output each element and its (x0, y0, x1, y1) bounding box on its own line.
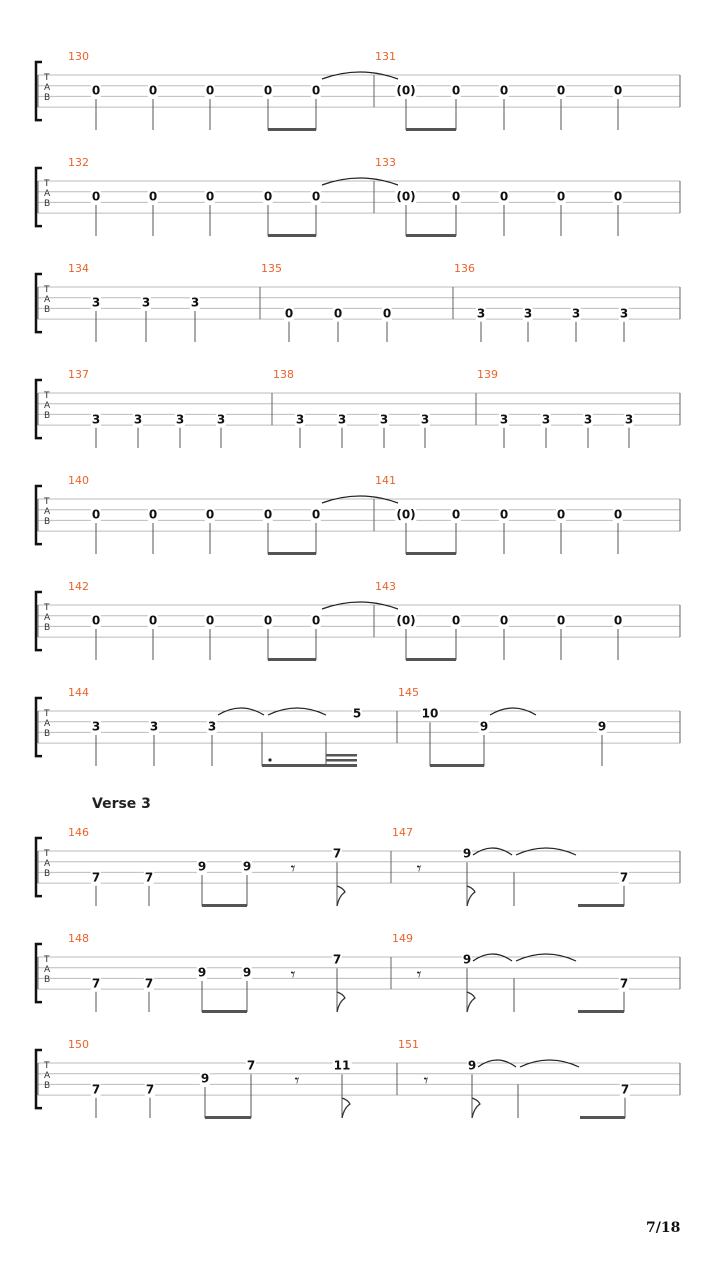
page-number: 7/18 (646, 1220, 681, 1236)
eighth-rest: 𝄾 (423, 1070, 429, 1092)
bar-number: 134 (68, 262, 89, 275)
fret-number: 7 (91, 976, 101, 991)
fret-number: 0 (451, 507, 461, 522)
fret-number: 9 (597, 719, 607, 734)
fret-number: 9 (479, 719, 489, 734)
fret-number: (0) (396, 189, 416, 204)
fret-number: 0 (556, 83, 566, 98)
fret-number: 0 (499, 189, 509, 204)
bar-number: 130 (68, 50, 89, 63)
tab-letter: A (44, 859, 51, 869)
system-bracket (36, 698, 42, 756)
fret-number: 3 (149, 719, 159, 734)
fret-number: 0 (382, 306, 392, 321)
tab-letter: B (44, 1081, 51, 1091)
tab-letter: A (44, 965, 51, 975)
fret-number: 0 (311, 613, 321, 628)
bar-number: 151 (398, 1038, 419, 1051)
tab-letter: B (44, 729, 51, 739)
fret-number: 0 (205, 613, 215, 628)
fret-number: 0 (91, 83, 101, 98)
bar-number: 146 (68, 826, 89, 839)
tab-letter: A (44, 83, 51, 93)
fret-number: 9 (467, 1058, 477, 1073)
note-beam (202, 904, 247, 907)
fret-number: 10 (421, 706, 439, 721)
note-flag (472, 1098, 480, 1118)
bar-number: 131 (375, 50, 396, 63)
tab-letter: T (44, 73, 50, 83)
fret-number: 0 (263, 507, 273, 522)
eighth-rest: 𝄾 (416, 858, 422, 880)
tab-letter: T (44, 497, 50, 507)
note-flag (342, 1098, 350, 1118)
fret-number: 0 (613, 507, 623, 522)
eighth-rest: 𝄾 (416, 964, 422, 986)
fret-number: 0 (499, 83, 509, 98)
note-beam (205, 1116, 251, 1119)
tab-letter: A (44, 295, 51, 305)
fret-number: 3 (624, 412, 634, 427)
fret-number: 0 (205, 507, 215, 522)
bar-number: 139 (477, 368, 498, 381)
fret-number: 7 (332, 846, 342, 861)
note-beam (406, 552, 456, 555)
bar-number: 133 (375, 156, 396, 169)
tab-letter: A (44, 401, 51, 411)
note-flag (467, 886, 475, 906)
fret-number: (0) (396, 613, 416, 628)
tab-letter: A (44, 613, 51, 623)
fret-number: 0 (556, 613, 566, 628)
tab-letter: B (44, 975, 51, 985)
fret-number: 0 (311, 507, 321, 522)
bar-number: 137 (68, 368, 89, 381)
fret-number: 7 (91, 870, 101, 885)
note-beam (262, 764, 357, 767)
fret-number: 9 (242, 965, 252, 980)
tab-letter: B (44, 869, 51, 879)
fret-number: 3 (91, 412, 101, 427)
fret-number: 9 (197, 859, 207, 874)
fret-number: 9 (242, 859, 252, 874)
fret-number: 3 (499, 412, 509, 427)
tab-letter: T (44, 955, 50, 965)
system-bracket (36, 168, 42, 226)
bar-number: 150 (68, 1038, 89, 1051)
tab-letter: A (44, 1071, 51, 1081)
fret-number: 11 (333, 1058, 351, 1073)
fret-number: 9 (197, 965, 207, 980)
note-beam (580, 1116, 625, 1119)
tab-letter: B (44, 93, 51, 103)
system-bracket (36, 944, 42, 1002)
note-flag (337, 886, 345, 906)
note-beam (268, 658, 316, 661)
fret-number: 3 (337, 412, 347, 427)
fret-number: 3 (91, 295, 101, 310)
fret-number: 0 (613, 83, 623, 98)
note-beam (268, 234, 316, 237)
fret-number: 0 (263, 83, 273, 98)
fret-number: 3 (523, 306, 533, 321)
note-flag (337, 992, 345, 1012)
fret-number: 3 (190, 295, 200, 310)
fret-number: 7 (91, 1082, 101, 1097)
system-bracket (36, 838, 42, 896)
bar-number: 144 (68, 686, 89, 699)
fret-number: 0 (91, 507, 101, 522)
fret-number: 0 (148, 507, 158, 522)
fret-number: 7 (246, 1058, 256, 1073)
bar-number: 138 (273, 368, 294, 381)
note-beam (326, 759, 357, 762)
fret-number: 5 (352, 706, 362, 721)
eighth-rest: 𝄾 (294, 1070, 300, 1092)
note-beam (430, 764, 484, 767)
tab-letter: T (44, 709, 50, 719)
fret-number: 0 (91, 613, 101, 628)
fret-number: 0 (556, 507, 566, 522)
fret-number: 3 (91, 719, 101, 734)
bar-number: 141 (375, 474, 396, 487)
tab-letter: B (44, 199, 51, 209)
fret-number: 0 (556, 189, 566, 204)
tab-letter: T (44, 391, 50, 401)
fret-number: 0 (91, 189, 101, 204)
fret-number: 0 (205, 189, 215, 204)
tab-letter: T (44, 849, 50, 859)
fret-number: (0) (396, 83, 416, 98)
note-beam (406, 128, 456, 131)
note-beam (406, 234, 456, 237)
eighth-rest: 𝄾 (290, 858, 296, 880)
fret-number: 3 (379, 412, 389, 427)
tab-letter: T (44, 603, 50, 613)
bar-number: 147 (392, 826, 413, 839)
note-flag (467, 992, 475, 1012)
fret-number: 7 (620, 1082, 630, 1097)
fret-number: 0 (613, 189, 623, 204)
fret-number: 0 (284, 306, 294, 321)
bar-number: 140 (68, 474, 89, 487)
note-beam (202, 1010, 247, 1013)
fret-number: 0 (613, 613, 623, 628)
fret-number: 0 (148, 613, 158, 628)
fret-number: 0 (333, 306, 343, 321)
fret-number: (0) (396, 507, 416, 522)
augmentation-dot (268, 758, 271, 761)
fret-number: 7 (145, 1082, 155, 1097)
fret-number: 9 (462, 952, 472, 967)
fret-number: 0 (311, 83, 321, 98)
fret-number: 0 (148, 189, 158, 204)
note-beam (268, 128, 316, 131)
fret-number: 0 (148, 83, 158, 98)
note-beam (578, 904, 624, 907)
note-beam (326, 754, 357, 757)
bar-number: 149 (392, 932, 413, 945)
fret-number: 0 (499, 507, 509, 522)
fret-number: 3 (476, 306, 486, 321)
bar-number: 148 (68, 932, 89, 945)
fret-number: 7 (619, 870, 629, 885)
tab-letter: B (44, 305, 51, 315)
fret-number: 0 (263, 189, 273, 204)
fret-number: 3 (619, 306, 629, 321)
fret-number: 3 (207, 719, 217, 734)
tab-letter: T (44, 285, 50, 295)
fret-number: 3 (141, 295, 151, 310)
fret-number: 0 (205, 83, 215, 98)
fret-number: 7 (144, 870, 154, 885)
fret-number: 7 (144, 976, 154, 991)
tab-letter: A (44, 507, 51, 517)
tab-letter: A (44, 189, 51, 199)
system-bracket (36, 62, 42, 120)
bar-number: 143 (375, 580, 396, 593)
tab-letter: B (44, 517, 51, 527)
fret-number: 3 (571, 306, 581, 321)
fret-number: 0 (263, 613, 273, 628)
bar-number: 132 (68, 156, 89, 169)
fret-number: 3 (295, 412, 305, 427)
section-label-verse-3: Verse 3 (92, 796, 151, 812)
fret-number: 9 (200, 1071, 210, 1086)
system-bracket (36, 380, 42, 438)
tab-letter: T (44, 1061, 50, 1071)
tab-letter: B (44, 623, 51, 633)
fret-number: 3 (541, 412, 551, 427)
fret-number: 0 (451, 189, 461, 204)
fret-number: 0 (311, 189, 321, 204)
note-beam (268, 552, 316, 555)
bar-number: 145 (398, 686, 419, 699)
fret-number: 3 (216, 412, 226, 427)
tab-letter: A (44, 719, 51, 729)
fret-number: 0 (499, 613, 509, 628)
fret-number: 0 (451, 613, 461, 628)
bar-number: 136 (454, 262, 475, 275)
fret-number: 7 (619, 976, 629, 991)
system-bracket (36, 1050, 42, 1108)
system-bracket (36, 274, 42, 332)
tab-letter: T (44, 179, 50, 189)
fret-number: 0 (451, 83, 461, 98)
system-bracket (36, 592, 42, 650)
bar-number: 135 (261, 262, 282, 275)
system-bracket (36, 486, 42, 544)
fret-number: 3 (175, 412, 185, 427)
fret-number: 3 (420, 412, 430, 427)
fret-number: 3 (133, 412, 143, 427)
fret-number: 7 (332, 952, 342, 967)
tab-letter: B (44, 411, 51, 421)
fret-number: 9 (462, 846, 472, 861)
note-beam (406, 658, 456, 661)
fret-number: 3 (583, 412, 593, 427)
eighth-rest: 𝄾 (290, 964, 296, 986)
note-beam (578, 1010, 624, 1013)
bar-number: 142 (68, 580, 89, 593)
